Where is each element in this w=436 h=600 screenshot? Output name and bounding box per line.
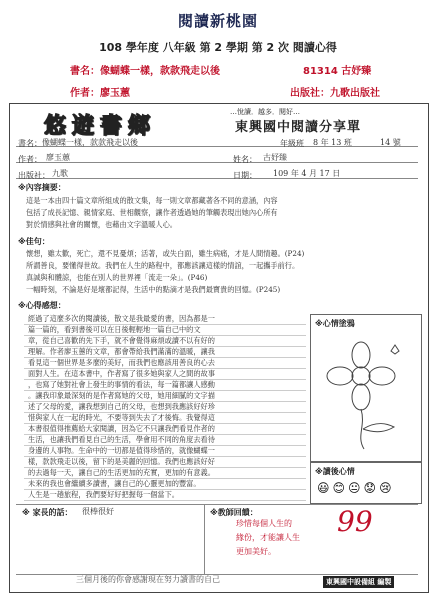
decoration-text: 三個月後的你會感謝現在努力讀書的自己 (76, 575, 220, 584)
feelings-line: 生活，也讓我們看見自己的生活，學會用不同的角度去看待 (28, 435, 215, 444)
divider (16, 162, 418, 163)
publisher-field-label: 出版社： (18, 171, 50, 180)
grade-value: 8 年 13 班 (313, 138, 352, 147)
teacher-note-line: 珍惜每個人生的 (236, 519, 292, 528)
student-id: 81314 古妤臻 (303, 66, 372, 77)
date-label: 日期： (233, 171, 257, 180)
summary-line: 這是一本由四十篇文章所組成的散文集，每一則文章都藏著各不同的意涵，內容 (26, 196, 278, 205)
teacher-label: ※教師回饋： (210, 508, 258, 517)
sheet-logo: 悠遊書鄉 (44, 113, 157, 139)
author-field-label: 作者： (18, 155, 42, 164)
feelings-line: 身邊的人事物。生命中的一切都是值得珍惜的，就像蝴蝶一 (28, 446, 215, 455)
mood-faces (317, 481, 395, 495)
date-value: 109 年 4 月 17 日 (273, 169, 341, 178)
feelings-line: 惜與家人在一起的時光，不要等到失去了才後悔。我覺得這 (28, 413, 215, 422)
feelings-line: 人生是一趟旅程，我們要好好把握每一個當下。 (28, 490, 179, 499)
summary-label: ※內容摘要： (18, 183, 66, 192)
summary-line: 對於情感與社會的關懷，也藉由文字溫暖人心。 (26, 220, 177, 229)
book-title: 像蝴蝶一樣，款款飛走以後 (100, 66, 220, 77)
feelings-line: ，也寫了她對社會上發生的事情的看法，每一篇都讓人感動 (28, 380, 215, 389)
flower-doodle-icon (316, 331, 416, 451)
feelings-label: ※心得感想： (18, 301, 66, 310)
feelings-line: 。讓我印象最深刻的是作者寫她的父母，她用細膩的文字描 (28, 391, 215, 400)
feelings-line: 篇一篇的，看到書後可以在日後輕輕地一篇自己中的文 (28, 325, 201, 334)
book-label: 書名： (70, 66, 100, 77)
grade-label: 年級班 (280, 139, 304, 148)
parent-label: ※ 家長的話： (22, 508, 73, 517)
sheet-slogan: …悅讀．越多．閱好… (230, 108, 300, 116)
face-icon[interactable]: 😊 (332, 481, 349, 495)
mood-doodle-box (310, 314, 422, 462)
parent-note: 很棒很好 (82, 507, 114, 516)
feelings-line: 理解。作者廖玉蕙的文章，都會帶給我們滿滿的溫暖，讓我 (28, 347, 215, 356)
feelings-line: 章，從自己喜歡的先下手，就不會覺得麻煩或讀不以有好的 (28, 336, 215, 345)
face-icon[interactable]: 😃 (317, 481, 333, 495)
summary-line: 包括了成長記憶、親情家庭、世相觀察，讓作者透過她的筆觸表現出她內心所有 (26, 208, 278, 217)
sheet-banner: 東興國中閱讀分享單 (235, 120, 362, 135)
feelings-line: 未來的我也會繼續多讀書，讓自己的心靈更加的豐富。 (28, 479, 201, 488)
feelings-line: 看見這一個世界是多麼的美好，而我們也應該用善良的心去 (28, 358, 215, 367)
book-title-row (70, 62, 220, 77)
author-name: 廖玉蕙 (100, 88, 130, 99)
face-icon[interactable]: 😟 (363, 481, 380, 495)
book-field-label: 書名： (18, 139, 42, 148)
divider (16, 178, 418, 179)
after-reading-label: ※讀後心情 (315, 467, 355, 476)
publisher-name: 九歌出版社 (330, 88, 380, 99)
face-icon[interactable]: 😢 (379, 481, 395, 495)
seat-value: 14 號 (380, 138, 401, 147)
feelings-line: 的去過每一天，讓自己的生活更加的充實，更加的有意義。 (28, 468, 215, 477)
publisher-label: 出版社： (290, 88, 330, 99)
teacher-note-line: 緣份，才能讓人生 (236, 533, 300, 542)
quote-line: 懷想，雖太歡，死亡，還不見憂煩；活著，或失白面，雖生病痛，才是人間情趣。(P24) (26, 249, 305, 258)
author-field-value: 廖玉蕙 (46, 153, 70, 162)
feelings-line: 樣，款款飛走以後，留下的是美麗的回憶。我們也應該好好 (28, 457, 215, 466)
quote-line: 一幅時刻，不論是好是壞都記得，生活中的點滴才是我們最寶貴的回憶。(P245) (26, 285, 281, 294)
footer-credit: 東興國中設備組 編製 (323, 576, 394, 588)
score: 99 (337, 505, 373, 538)
author-row (70, 84, 130, 99)
quotes-label: ※佳句： (18, 237, 50, 246)
teacher-note-line: 更加美好。 (236, 547, 276, 556)
mood-label: ※心情塗鴉 (315, 319, 355, 328)
name-label: 姓名： (233, 155, 257, 164)
ruled-line (24, 500, 306, 501)
feelings-line: 述了父母的愛，讓我想到自己的父母，也想到我應該好好珍 (28, 402, 215, 411)
feelings-line: 面對人生。在這本書中，作者寫了很多她與家人之間的故事 (28, 369, 215, 378)
after-reading-box (310, 462, 422, 504)
quote-line: 真誠與和體諒，也能在別人的世界裡「流走一朵」。(P46) (26, 273, 208, 282)
author-label: 作者： (70, 88, 100, 99)
feelings-line: 本書很值得推薦給大家閱讀，因為它不只讓我們看見作者的 (28, 424, 215, 433)
quote-line: 所謂善良，要懂得世故。我們在人生的路程中，都應該讓這樣的情誼，一起攜手前行。 (26, 261, 300, 270)
book-field-value: 像蝴蝶一樣，款款飛走以後 (42, 138, 138, 147)
name-value: 古妤臻 (263, 153, 287, 162)
divider (204, 504, 205, 574)
publisher-field-value: 九歌 (52, 169, 68, 178)
page-title: 閱讀新桃園 (177, 12, 258, 30)
publisher-row (290, 84, 380, 99)
feelings-line: 經過了這麼多次的閱讀後，散文是我最愛的書，因為都是一 (28, 314, 215, 323)
page-subtitle: 108 學年度 八年級 第 2 學期 第 2 次 閱讀心得 (99, 41, 337, 54)
face-icon[interactable]: 😐 (348, 481, 364, 495)
